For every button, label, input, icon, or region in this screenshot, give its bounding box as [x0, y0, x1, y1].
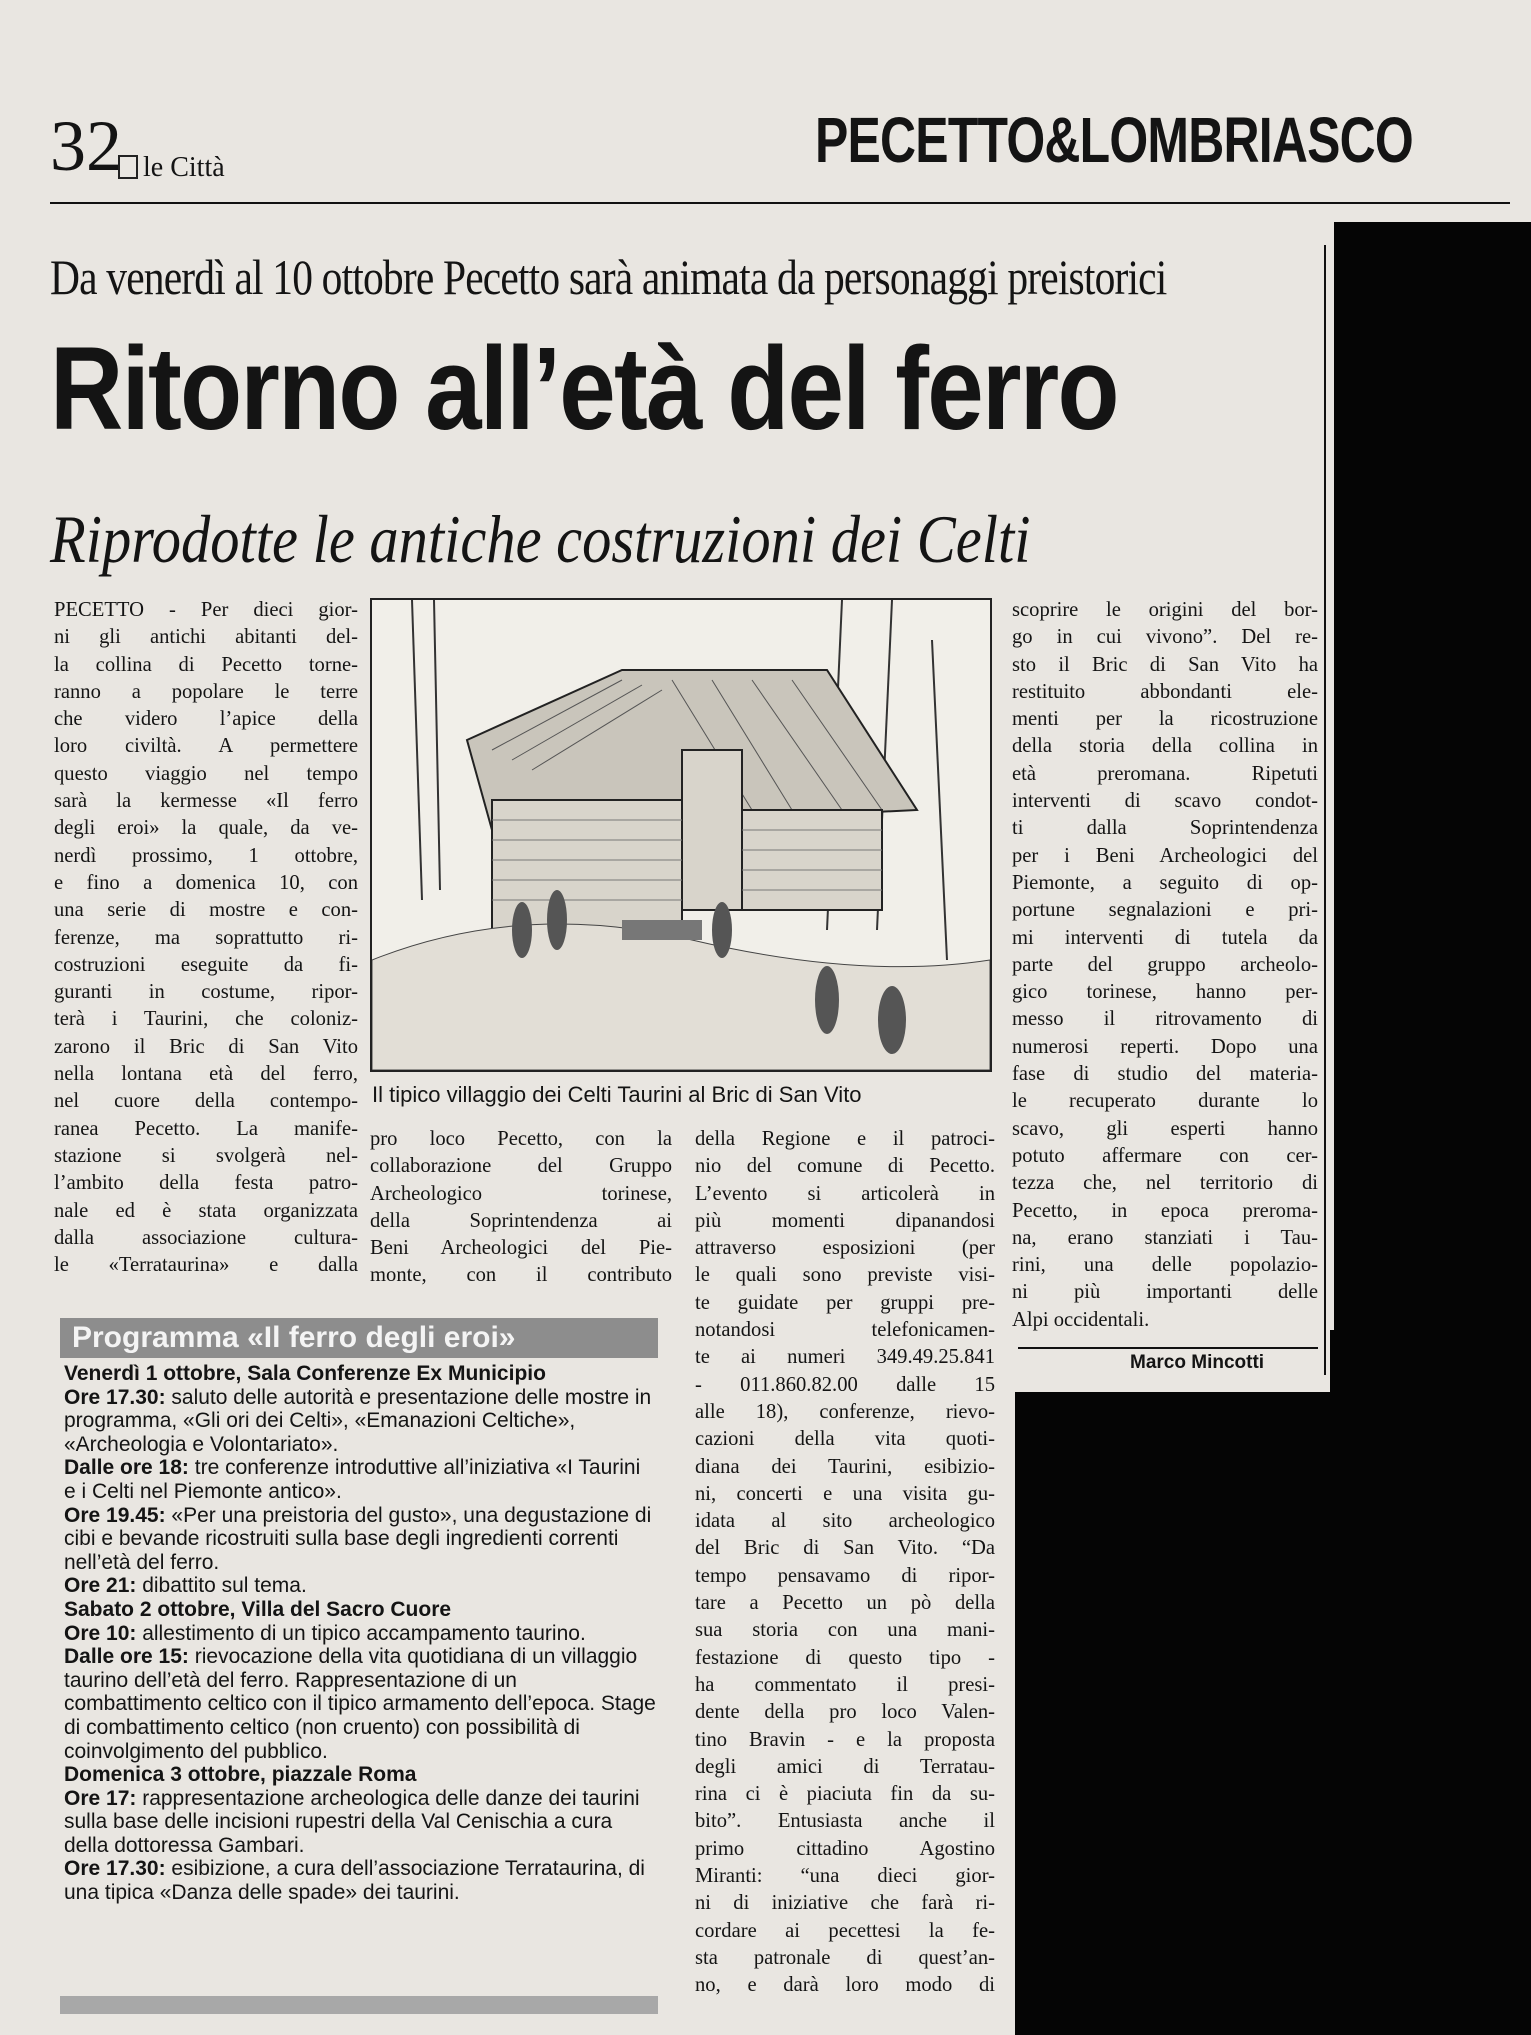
program-item: [64, 1456, 656, 1503]
text-line: Beni Archeologici del Pie-: [370, 1237, 672, 1260]
text-line: fase di studio del materia-: [1012, 1063, 1318, 1086]
scan-background-right: [1334, 222, 1531, 2035]
byline-rule: [1018, 1347, 1318, 1349]
text-line: ni più importanti delle: [1012, 1281, 1318, 1304]
program-item: [64, 1386, 656, 1457]
text-line: zarono il Bric di San Vito: [54, 1035, 358, 1058]
program-item: [64, 1622, 656, 1646]
text-line: L’evento si articolerà in: [695, 1182, 995, 1205]
text-line: guranti in costume, ripor-: [54, 981, 358, 1004]
text-line: scavo, gli esperti hanno: [1012, 1117, 1318, 1140]
text-line: portune segnalazioni e pri-: [1012, 899, 1318, 922]
text-line: nio del comune di Pecetto.: [695, 1155, 995, 1178]
text-line: tare a Pecetto un pò della: [695, 1592, 995, 1615]
text-line: PECETTO - Per dieci gior-: [54, 599, 358, 621]
text-line: della Soprintendenza ai: [370, 1209, 672, 1232]
article-subtitle: Riprodotte le antiche costruzioni dei Celti: [50, 501, 1031, 577]
program-title: Programma «Il ferro degli eroi»: [72, 1321, 516, 1354]
text-line: te ai numeri 349.49.25.841: [695, 1346, 995, 1369]
text-line: go in cui vivono”. Del re-: [1012, 626, 1318, 649]
text-line: del Bric di San Vito. “Da: [695, 1537, 995, 1560]
program-item: [64, 1598, 656, 1622]
text-line: questo viaggio nel tempo: [54, 762, 358, 785]
text-line: primo cittadino Agostino: [695, 1837, 995, 1860]
text-line: pro loco Pecetto, con la: [370, 1128, 672, 1150]
text-line: rina ci è piaciuta fin da su-: [695, 1783, 995, 1806]
article-title: Ritorno all’età del ferro: [50, 323, 1118, 455]
text-line: alle 18), conferenze, rievo-: [695, 1400, 995, 1423]
right-column-rule: [1324, 245, 1326, 1375]
text-line: tempo pensavamo di ripor-: [695, 1564, 995, 1587]
text-line: nella lontana età del ferro,: [54, 1063, 358, 1086]
text-line: le «Terrataurina» e dalla: [54, 1254, 358, 1277]
text-line: ranno a popolare le terre: [54, 680, 358, 703]
text-line: ni gli antichi abitanti del-: [54, 626, 358, 649]
text-line: tezza che, nel territorio di: [1012, 1172, 1318, 1195]
text-line: notandosi telefonicamen-: [695, 1319, 995, 1342]
text-line: età preromana. Ripetuti: [1012, 762, 1318, 785]
program-item-text: allestimento di un tipico accampamento taurino.: [136, 1621, 586, 1645]
text-line: le quali sono previste visi-: [695, 1264, 995, 1287]
text-line: Miranti: “una dieci gior-: [695, 1865, 995, 1888]
section-title: PECETTO&LOMBRIASCO: [815, 104, 1413, 176]
text-line: collaborazione del Gruppo: [370, 1155, 672, 1178]
program-item-text: «Per una preistoria del gusto», una degustazione di cibi e bevande ricostruiti sulla base degli ingredienti correnti nell’età del ferro.: [64, 1503, 652, 1574]
text-line: sua storia con una mani-: [695, 1619, 995, 1642]
publication-name: le Città: [143, 152, 225, 183]
article-column-4: [1012, 597, 1318, 1334]
program-item: [64, 1504, 656, 1575]
program-item-time: Ore 17:: [64, 1786, 137, 1810]
scan-background-step: [1330, 1330, 1338, 1400]
text-line: le recuperato durante lo: [1012, 1090, 1318, 1113]
illustration-celtic-village: [370, 598, 992, 1072]
text-line: idata al sito archeologico: [695, 1510, 995, 1533]
program-item: [64, 1645, 656, 1763]
text-line: rini, una delle popolazio-: [1012, 1254, 1318, 1277]
hut-drawing-icon: [372, 600, 990, 1070]
text-line: Archeologico torinese,: [370, 1182, 672, 1205]
program-item-time: Ore 10:: [64, 1621, 137, 1645]
program-item-time: Dalle ore 15:: [64, 1645, 189, 1669]
program-item-time: Venerdì 1 ottobre, Sala Conferenze Ex Municipio: [64, 1362, 546, 1385]
text-line: scoprire le origini del bor-: [1012, 599, 1318, 621]
text-line: no, e darà loro modo di: [695, 1974, 995, 1997]
program-item-time: Dalle ore 18:: [64, 1456, 189, 1480]
text-line: terà i Taurini, che coloniz-: [54, 1008, 358, 1031]
page-icon: [118, 155, 138, 179]
article-byline: Marco Mincotti: [1130, 1352, 1265, 1373]
text-line: più momenti dipanandosi: [695, 1209, 995, 1232]
text-line: dalla associazione cultura-: [54, 1226, 358, 1249]
text-line: nel cuore della contempo-: [54, 1090, 358, 1113]
text-line: cazioni della vita quoti-: [695, 1428, 995, 1451]
text-line: costruzioni eseguite da fi-: [54, 953, 358, 976]
text-line: loro civiltà. A permettere: [54, 735, 358, 758]
text-line: menti per la ricostruzione: [1012, 708, 1318, 731]
text-line: ha commentato il presi-: [695, 1673, 995, 1696]
article-column-1: [54, 597, 358, 1279]
program-item-time: Domenica 3 ottobre, piazzale Roma: [64, 1763, 417, 1787]
text-line: interventi di scavo condot-: [1012, 790, 1318, 813]
text-line: sto il Bric di San Vito ha: [1012, 653, 1318, 676]
program-item-text: rievocazione della vita quotidiana di un villaggio taurino dell’età del ferro. Rappresentazione di un combattimento celtico con il tipico armamento dell’epoca. Stage di combattimento celtico (non cruento) con possibilità di coinvolgimento del pubblico.: [64, 1645, 656, 1763]
program-item-time: Ore 17.30:: [64, 1857, 166, 1881]
program-item: [64, 1857, 656, 1904]
text-line: na, erano stanziati i Tau-: [1012, 1226, 1318, 1249]
text-line: - 011.860.82.00 dalle 15: [695, 1373, 995, 1396]
text-line: Pecetto, in epoca preroma-: [1012, 1199, 1318, 1222]
text-line: bito”. Entusiasta anche il: [695, 1810, 995, 1833]
program-item-time: Ore 21:: [64, 1574, 137, 1598]
text-line: nerdì prossimo, 1 ottobre,: [54, 844, 358, 867]
text-line: ti dalla Soprintendenza: [1012, 817, 1318, 840]
text-line: ranea Pecetto. La manife-: [54, 1117, 358, 1140]
text-line: l’ambito della festa patro-: [54, 1172, 358, 1195]
text-line: cordare ai pecettesi la fe-: [695, 1919, 995, 1942]
article-column-2: [370, 1126, 672, 1290]
image-caption: Il tipico villaggio dei Celti Taurini al Bric di San Vito: [372, 1082, 862, 1107]
program-item-text: rappresentazione archeologica delle danze dei taurini sulla base delle incisioni rupestri della Val Cenischia a cura della dottoressa Gambari.: [64, 1786, 640, 1857]
text-line: della storia della collina in: [1012, 735, 1318, 758]
text-line: della Regione e il patroci-: [695, 1128, 995, 1150]
text-line: che videro l’apice della: [54, 708, 358, 731]
text-line: gico torinese, hanno per-: [1012, 981, 1318, 1004]
header-rule: [50, 202, 1510, 204]
text-line: ferenze, ma soprattutto ri-: [54, 926, 358, 949]
program-item-text: esibizione, a cura dell’associazione Terrataurina, di una tipica «Danza delle spade» dei taurini.: [64, 1857, 645, 1905]
program-item-time: Ore 17.30:: [64, 1385, 166, 1409]
program-item-time: Ore 19.45:: [64, 1503, 166, 1527]
article-column-3: [695, 1126, 995, 2000]
text-line: sarà la kermesse «Il ferro: [54, 790, 358, 813]
program-item: [64, 1763, 656, 1787]
text-line: sta patronale di quest’an-: [695, 1946, 995, 1969]
text-line: nale ed è stata organizzata: [54, 1199, 358, 1222]
program-bottom-band: [60, 1996, 658, 2014]
text-line: una serie di mostre e con-: [54, 899, 358, 922]
text-line: ni di iniziative che farà ri-: [695, 1892, 995, 1915]
text-line: parte del gruppo archeolo-: [1012, 953, 1318, 976]
text-line: restituito abbondanti ele-: [1012, 680, 1318, 703]
article-kicker: Da venerdì al 10 ottobre Pecetto sarà animata da personaggi preistorici: [50, 249, 1167, 305]
page-number: 32: [50, 106, 122, 186]
text-line: dente della pro loco Valen-: [695, 1701, 995, 1724]
text-line: per i Beni Archeologici del: [1012, 844, 1318, 867]
text-line: e fino a domenica 10, con: [54, 871, 358, 894]
text-line: te guidate per gruppi pre-: [695, 1291, 995, 1314]
text-line: degli amici di Terratau-: [695, 1755, 995, 1778]
text-line: tino Bravin - e la proposta: [695, 1728, 995, 1751]
text-line: festazione di questo tipo -: [695, 1646, 995, 1669]
program-item: [64, 1574, 656, 1598]
text-line: Alpi occidentali.: [1012, 1308, 1150, 1331]
text-line: stazione si svolgerà nel-: [54, 1144, 358, 1167]
text-line: monte, con il contributo: [370, 1264, 672, 1287]
text-line: Piemonte, a seguito di op-: [1012, 871, 1318, 894]
program-item-time: Sabato 2 ottobre, Villa del Sacro Cuore: [64, 1597, 452, 1621]
scan-background-bottom: [1015, 1392, 1335, 2035]
text-line: diana dei Taurini, esibizio-: [695, 1455, 995, 1478]
program-list: [64, 1362, 656, 1905]
text-line: numerosi reperti. Dopo una: [1012, 1035, 1318, 1058]
program-item-text: saluto delle autorità e presentazione delle mostre in programma, «Gli ori dei Celti», «Emanazioni Celtiche», «Archeologia e Volontariato».: [64, 1385, 652, 1456]
program-item-text: dibattito sul tema.: [136, 1574, 307, 1598]
program-item-text: tre conferenze introduttive all’iniziativa «I Taurini e i Celti nel Piemonte antico».: [64, 1456, 641, 1503]
program-item: [64, 1787, 656, 1858]
text-line: mi interventi di tutela da: [1012, 926, 1318, 949]
program-item: [64, 1362, 656, 1386]
text-line: attraverso esposizioni (per: [695, 1237, 995, 1260]
text-line: degli eroi» la quale, da ve-: [54, 817, 358, 840]
text-line: la collina di Pecetto torne-: [54, 653, 358, 676]
text-line: messo il ritrovamento di: [1012, 1008, 1318, 1031]
text-line: ni, concerti e una visita gu-: [695, 1482, 995, 1505]
text-line: potuto affermare con cer-: [1012, 1144, 1318, 1167]
